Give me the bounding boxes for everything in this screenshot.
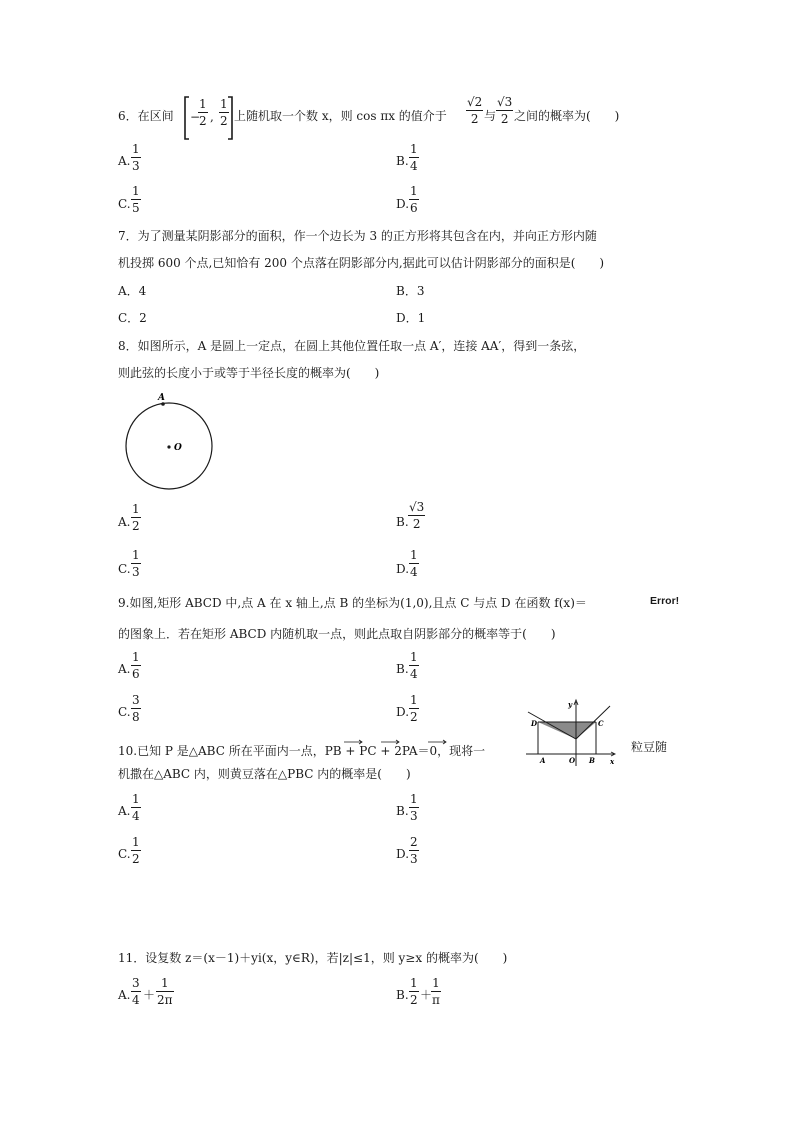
q10-tail: 粒豆随 xyxy=(631,740,668,754)
den: 4 xyxy=(132,993,140,1007)
q6-minus: − xyxy=(190,110,201,124)
q9-error: Error! xyxy=(650,595,680,607)
a-label: A xyxy=(540,756,546,765)
q6-f2-den: 2 xyxy=(500,112,509,126)
den: 2 xyxy=(132,519,140,533)
den: 3 xyxy=(410,809,418,823)
option-label: D. xyxy=(396,562,410,576)
function-graph-figure xyxy=(524,696,620,768)
den: 8 xyxy=(132,710,140,724)
q7-line2: 机投掷 600 个点,已知恰有 200 个点落在阴影部分内,据此可以估计阴影部分的面积是( ) xyxy=(118,256,605,270)
option-fraction xyxy=(131,651,141,680)
option-label: D. xyxy=(396,705,410,719)
q7-option-b: B．3 xyxy=(396,284,425,298)
option-fraction xyxy=(409,143,419,172)
d-label: D xyxy=(531,719,538,728)
option-label: B. xyxy=(396,804,409,818)
den: 5 xyxy=(132,201,140,215)
den: 4 xyxy=(410,667,418,681)
num: 1 xyxy=(132,142,140,156)
plus-sign: ＋ xyxy=(143,988,156,1002)
q6-prefix: 6．在区间 xyxy=(118,109,174,123)
q6-f1-den: 2 xyxy=(470,112,479,126)
q7-option-d: D．1 xyxy=(396,311,426,325)
option-fraction xyxy=(409,793,419,822)
plus-sign: ＋ xyxy=(420,988,433,1002)
den: 4 xyxy=(410,159,418,173)
den: 2π xyxy=(157,993,173,1007)
option-fraction xyxy=(408,501,425,530)
option-fraction xyxy=(131,549,141,578)
q6-half-den: 2 xyxy=(199,114,207,128)
q6-yu: 与 xyxy=(484,109,497,123)
point-a-label: A xyxy=(158,393,165,403)
q10-line2: 机撒在△ABC 内，则黄豆落在△PBC 内的概率是( ) xyxy=(118,767,411,781)
option-fraction xyxy=(131,185,141,214)
option-fraction xyxy=(131,694,141,723)
option-label: A. xyxy=(118,804,131,818)
num: 1 xyxy=(410,184,418,198)
q6-frac-sqrt3 xyxy=(496,96,513,125)
den: 2 xyxy=(410,710,418,724)
num: 1 xyxy=(132,835,140,849)
den: 4 xyxy=(410,565,418,579)
num: 1 xyxy=(410,976,418,990)
den: 2 xyxy=(412,517,421,531)
b-label: B xyxy=(589,756,595,765)
num: 1 xyxy=(410,548,418,562)
den: 3 xyxy=(132,159,140,173)
option-fraction xyxy=(409,185,419,214)
option-label: A. xyxy=(118,662,131,676)
num: 1 xyxy=(132,650,140,664)
center-label: O xyxy=(174,443,182,453)
option-fraction-1 xyxy=(409,977,419,1006)
q6-middle: 上随机取一个数 x，则 cos πx 的值介于 xyxy=(234,109,447,123)
option-label: A. xyxy=(118,154,131,168)
num: 3 xyxy=(132,976,140,990)
num: 1 xyxy=(132,792,140,806)
q6-comma: , xyxy=(210,110,214,124)
num: 2 xyxy=(410,835,418,849)
circle-figure xyxy=(120,388,220,498)
q7-option-c: C．2 xyxy=(118,311,147,325)
c-label: C xyxy=(598,719,604,728)
option-fraction-2 xyxy=(156,977,174,1006)
option-fraction xyxy=(409,694,419,723)
option-fraction xyxy=(131,143,141,172)
den: 2 xyxy=(132,852,140,866)
den: 3 xyxy=(410,852,418,866)
num: 1 xyxy=(410,693,418,707)
q9-line1: 9.如图,矩形 ABCD 中,点 A 在 x 轴上,点 B 的坐标为(1,0),且点 C 与点 D 在函数 f(x)＝ xyxy=(118,596,587,610)
q6-half2-den: 2 xyxy=(220,114,228,128)
option-fraction-1 xyxy=(131,977,141,1006)
option-label: C. xyxy=(118,562,131,576)
x-label: x xyxy=(610,757,615,766)
option-label: C. xyxy=(118,705,131,719)
q8-line2: 则此弦的长度小于或等于半径长度的概率为( ) xyxy=(118,366,380,380)
den: 2 xyxy=(410,993,418,1007)
option-label: C. xyxy=(118,847,131,861)
option-label: B. xyxy=(396,988,409,1002)
num: 1 xyxy=(432,976,440,990)
q11-line1: 11．设复数 z＝(x－1)＋yi(x，y∈R)，若|z|≤1，则 y≥x 的概率为( ) xyxy=(118,951,508,965)
option-label: D. xyxy=(396,197,410,211)
shaded-region xyxy=(538,722,596,739)
q6-half-1 xyxy=(198,98,208,127)
den: π xyxy=(432,993,440,1007)
option-label: B. xyxy=(396,662,409,676)
q7-option-a: A．4 xyxy=(118,284,147,298)
vector-arrows-icon xyxy=(340,738,490,746)
option-fraction xyxy=(409,549,419,578)
num: 1 xyxy=(410,792,418,806)
q6-half2-num: 1 xyxy=(220,97,228,111)
q7-line1: 7．为了测量某阴影部分的面积，作一个边长为 3 的正方形将其包含在内，并向正方形内随 xyxy=(118,229,597,243)
q6-f1-num: √2 xyxy=(467,95,483,109)
right-bracket-icon xyxy=(226,96,234,140)
o-label: O xyxy=(569,756,576,765)
num: 3 xyxy=(132,693,140,707)
option-fraction-2 xyxy=(431,977,441,1006)
center-point xyxy=(167,445,170,448)
q6-suffix: 之间的概率为( ) xyxy=(514,109,620,123)
num: 1 xyxy=(410,650,418,664)
q6-f2-num: √3 xyxy=(497,95,513,109)
option-fraction xyxy=(131,793,141,822)
q8-line1: 8．如图所示，A 是圆上一定点，在圆上其他位置任取一点 A′，连接 AA′，得到一条弦， xyxy=(118,339,586,353)
option-label: C. xyxy=(118,197,131,211)
option-label: A. xyxy=(118,988,131,1002)
num: 1 xyxy=(132,184,140,198)
option-label: A. xyxy=(118,515,131,529)
option-fraction xyxy=(131,836,141,865)
q10-line1: 10.已知 P 是△ABC 所在平面内一点，PB + PC + 2PA＝0，现将一 xyxy=(118,744,486,758)
num: 1 xyxy=(132,548,140,562)
option-fraction xyxy=(409,836,419,865)
q9-line2: 的图象上．若在矩形 ABCD 内随机取一点，则此点取自阴影部分的概率等于( ) xyxy=(118,627,556,641)
den: 4 xyxy=(132,809,140,823)
num: 1 xyxy=(410,142,418,156)
num: 1 xyxy=(132,502,140,516)
den: 6 xyxy=(410,201,418,215)
num: 1 xyxy=(160,976,169,990)
den: 6 xyxy=(132,667,140,681)
den: 3 xyxy=(132,565,140,579)
option-label: D. xyxy=(396,847,410,861)
y-label: y xyxy=(568,700,573,709)
option-fraction xyxy=(409,651,419,680)
option-label: B. xyxy=(396,515,409,529)
q6-half-num: 1 xyxy=(199,97,207,111)
num: √3 xyxy=(409,500,425,514)
option-fraction xyxy=(131,503,141,532)
q6-frac-sqrt2 xyxy=(466,96,483,125)
option-label: B. xyxy=(396,154,409,168)
